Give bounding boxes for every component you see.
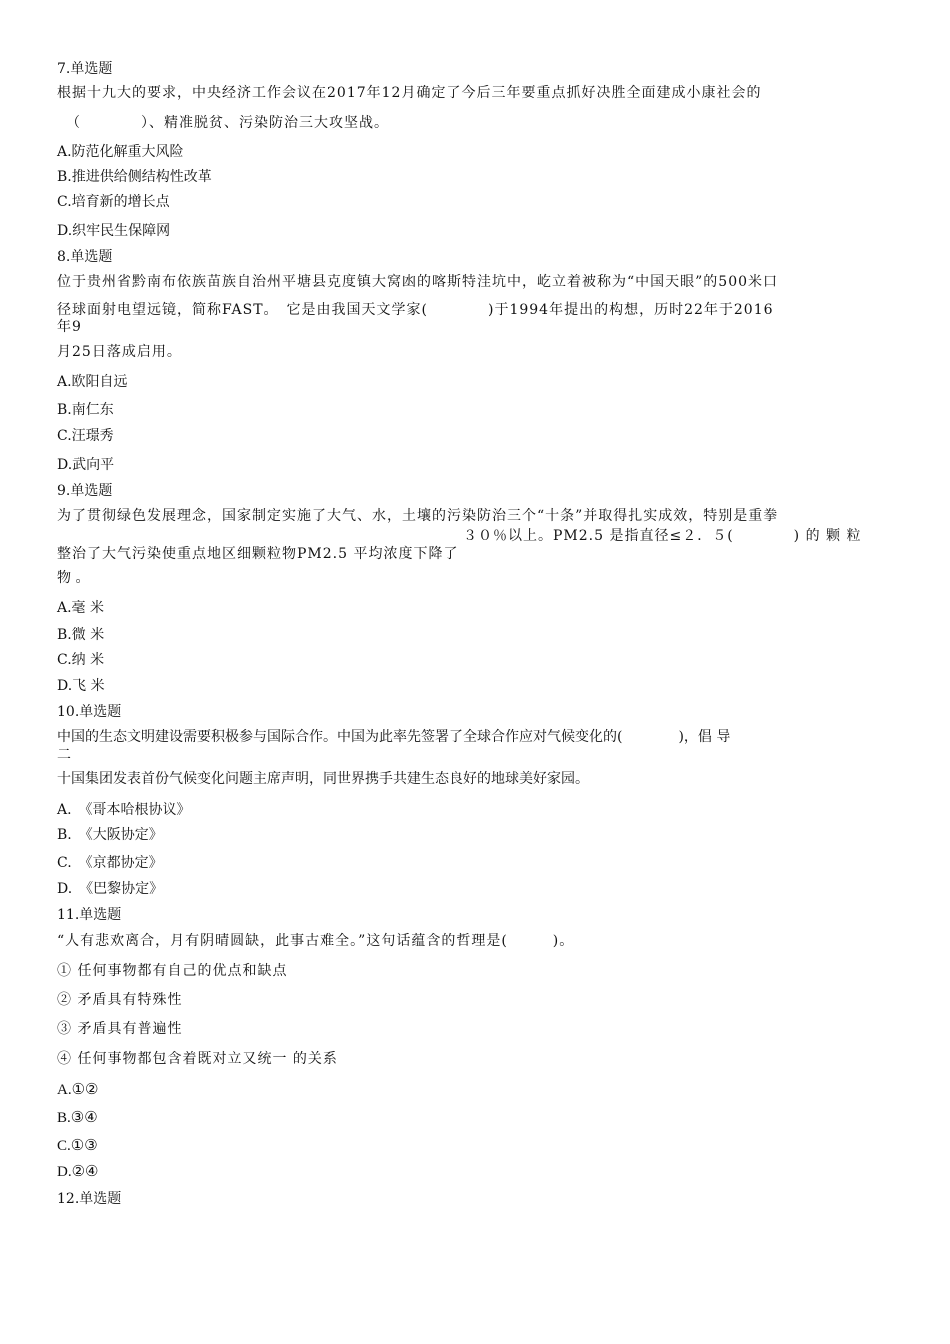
question-7-stem-line-2: （ ）、精准脱贫、污染防治三大攻坚战。 [66, 115, 389, 131]
question-8-option-d[interactable]: D.武向平 [57, 457, 115, 473]
question-7-option-c[interactable]: C.培育新的增长点 [57, 194, 170, 210]
question-7-option-a[interactable]: A.防范化解重大风险 [57, 144, 184, 160]
question-9-option-a[interactable]: A.毫 米 [57, 600, 105, 616]
question-9-stem-line-4: 物 。 [57, 570, 90, 586]
question-9-header: 9.单选题 [57, 483, 113, 499]
question-9-stem-line-2: ３０％以上。PM2.5 是指直径≤２．５( ) 的 颗 粒 [463, 528, 862, 544]
question-10-option-a[interactable]: A. 《哥本哈根协议》 [57, 802, 191, 818]
question-8-option-b[interactable]: B.南仁东 [57, 402, 114, 418]
question-10-option-d[interactable]: D. 《巴黎协定》 [57, 881, 164, 897]
question-8-stem-line-1: 位于贵州省黔南布依族苗族自治州平塘县克度镇大窝凼的喀斯特洼坑中，屹立着被称为“中国天眼”的500米口 [57, 274, 779, 290]
question-10-stem-line-3: 十国集团发表首份气候变化问题主席声明，同世界携手共建生态良好的地球美好家园。 [57, 771, 589, 787]
question-11-statement-3: ③ 矛盾具有普遍性 [57, 1021, 183, 1037]
question-11-statement-2: ② 矛盾具有特殊性 [57, 992, 183, 1008]
question-9-option-d[interactable]: D.飞 米 [57, 678, 105, 694]
question-10-stem-line-1: 中国的生态文明建设需要积极参与国际合作。中国为此率先签署了全球合作应对气候变化的( )，倡 导 [57, 729, 731, 745]
question-10-option-b[interactable]: B. 《大阪协定》 [57, 827, 163, 843]
question-7-stem-line-1: 根据十九大的要求，中央经济工作会议在2017年12月确定了今后三年要重点抓好决胜全面建成小康社会的 [57, 85, 762, 101]
question-9-stem-line-1: 为了贯彻绿色发展理念，国家制定实施了大气、水，土壤的污染防治三个“十条”并取得扎实成效，特别是重拳 [57, 508, 779, 524]
question-8-option-a[interactable]: A.欧阳自远 [57, 374, 128, 390]
question-11-option-b[interactable]: B.③④ [57, 1110, 98, 1126]
question-7-option-b[interactable]: B.推进供给侧结构性改革 [57, 169, 212, 185]
question-8-option-c[interactable]: C.汪璟秀 [57, 428, 114, 444]
question-11-option-c[interactable]: C.①③ [57, 1138, 98, 1154]
question-11-stem-line-1: “人有悲欢离合，月有阴晴圆缺，此事古难全。”这句话蕴含的哲理是( )。 [57, 933, 575, 949]
question-9-option-b[interactable]: B.微 米 [57, 627, 105, 643]
question-7-header: 7.单选题 [57, 61, 113, 77]
question-10-header: 10.单选题 [57, 704, 122, 720]
question-11-option-d[interactable]: D.②④ [57, 1164, 99, 1180]
question-10-option-c[interactable]: C. 《京都协定》 [57, 855, 163, 871]
question-9-option-c[interactable]: C.纳 米 [57, 652, 105, 668]
question-9-stem-line-3: 整治了大气污染使重点地区细颗粒物PM2.5 平均浓度下降了 [57, 546, 459, 562]
question-8-stem-line-2: 径球面射电望远镜，简称FAST。 它是由我国天文学家( )于1994年提出的构想，历时22年于2016 [57, 302, 774, 318]
question-8-stem-line-3: 年9 [57, 319, 82, 335]
question-8-header: 8.单选题 [57, 249, 113, 265]
question-7-option-d[interactable]: D.织牢民生保障网 [57, 223, 171, 239]
question-11-statement-4: ④ 任何事物都包含着既对立又统一 的关系 [57, 1051, 338, 1067]
question-11-statement-1: ① 任何事物都有自己的优点和缺点 [57, 963, 288, 979]
question-12-header: 12.单选题 [57, 1191, 122, 1207]
question-10-stem-line-2: 二 [57, 747, 71, 763]
question-11-option-a[interactable]: A.①② [57, 1082, 99, 1098]
question-8-stem-line-4: 月25日落成启用。 [57, 344, 182, 360]
question-11-header: 11.单选题 [57, 907, 122, 923]
